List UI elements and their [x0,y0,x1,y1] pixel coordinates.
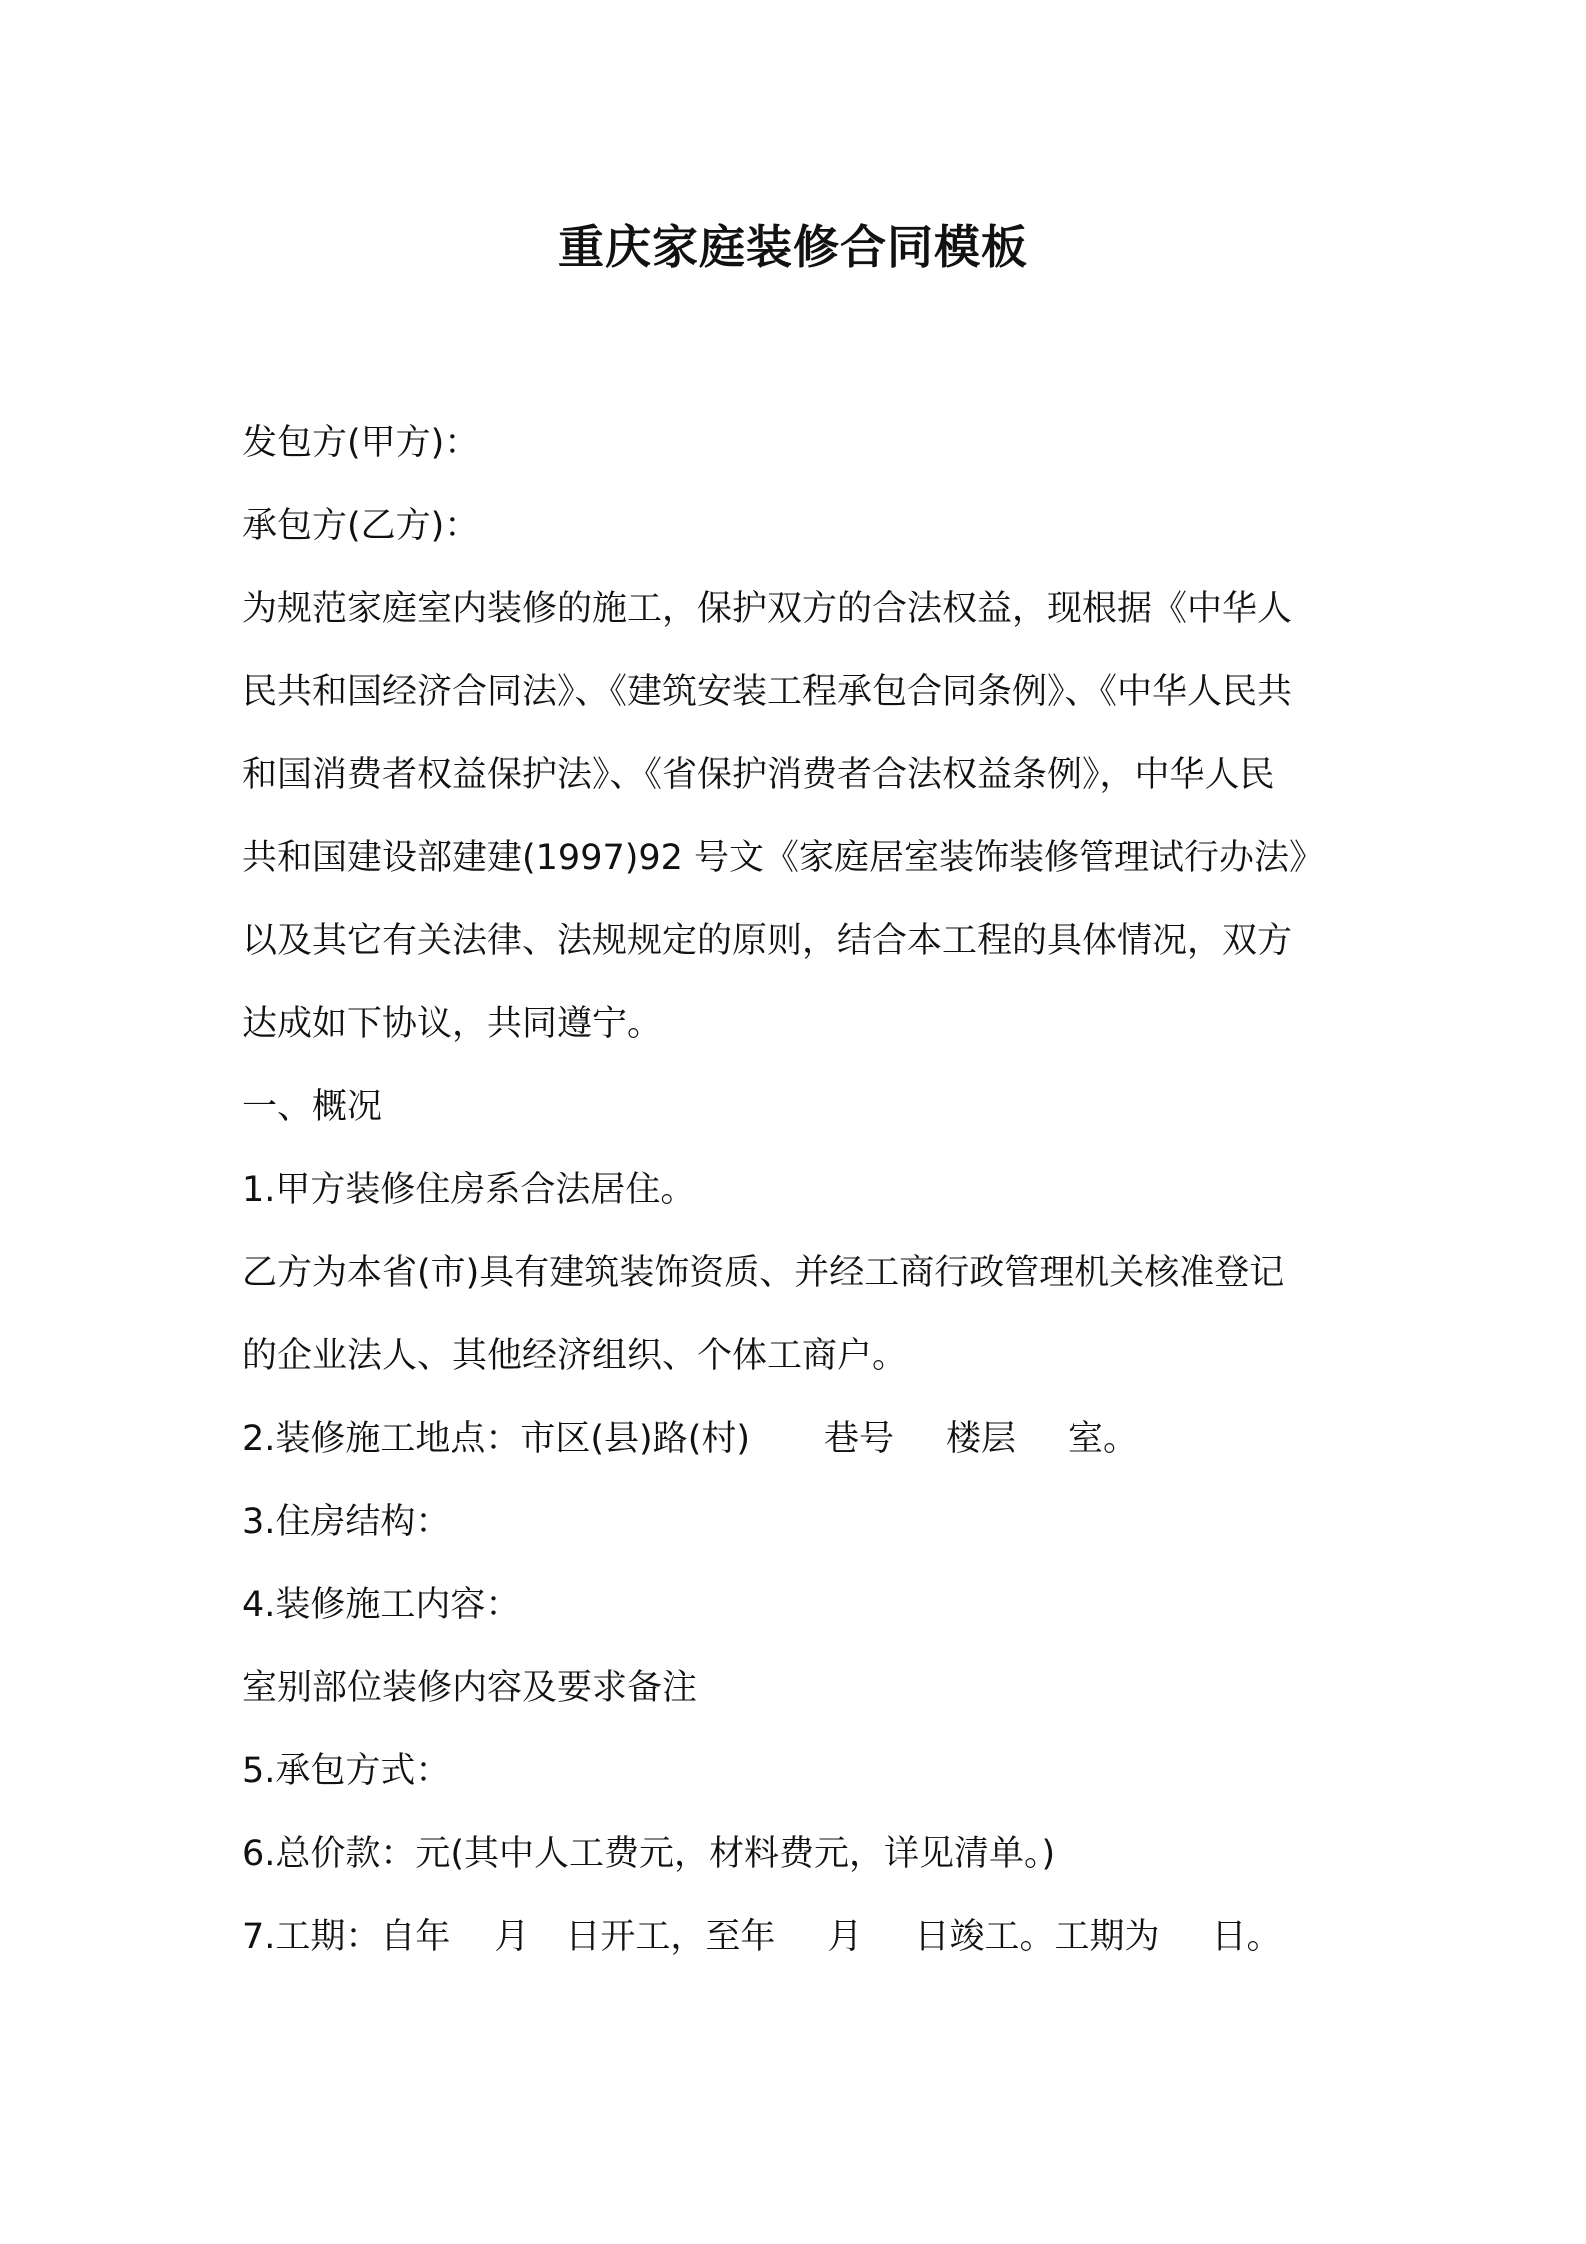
schedule-part: 月 [494,1917,530,1957]
clause-line: 5.承包方式： [242,1751,451,1791]
clause-line: 1.甲方装修住房系合法居住。 [242,1170,696,1210]
party-a-line: 发包方(甲方)： [242,423,480,463]
preamble-line: 共和国建设部建建(1997)92 号文《家庭居室装饰装修管理试行办法》 [242,838,1325,878]
address-line [242,1398,1362,1481]
preamble-line: 和国消费者权益保护法》、《省保护消费者合法权益条例》，中华人民 [242,755,1275,795]
document-body [242,402,1362,1979]
preamble-line: 民共和国经济合同法》、《建筑安装工程承包合同条例》、《中华人民共 [242,672,1293,712]
address-part: 巷号 [824,1419,895,1459]
schedule-part: 日。 [1211,1917,1282,1957]
preamble-line: 达成如下协议，共同遵宁。 [242,1004,663,1044]
schedule-line [242,1896,1362,1979]
preamble-line: 以及其它有关法律、法规规定的原则，结合本工程的具体情况，双方 [242,921,1293,961]
address-part: 室。 [1068,1419,1139,1459]
address-part: 2.装修施工地点：市区(县)路(村) [242,1419,751,1459]
clause-line: 6.总价款：元(其中人工费元，材料费元，详见清单。) [242,1834,1056,1874]
document-title: 重庆家庭装修合同模板 [558,220,1028,274]
clause-line: 4.装修施工内容： [242,1585,521,1625]
schedule-part: 日开工，至年 [565,1917,776,1957]
preamble-line: 为规范家庭室内装修的施工，保护双方的合法权益，现根据《中华人 [242,589,1293,629]
schedule-part: 日竣工。工期为 [914,1917,1160,1957]
clause-line: 的企业法人、其他经济组织、个体工商户。 [242,1336,908,1376]
party-b-line: 承包方(乙方)： [242,506,480,546]
schedule-part: 7.工期：自年 [242,1917,451,1957]
section-heading: 一、概况 [242,1087,383,1127]
clause-line: 乙方为本省(市)具有建筑装饰资质、并经工商行政管理机关核准登记 [242,1253,1285,1293]
clause-line: 3.住房结构： [242,1502,451,1542]
schedule-part: 月 [827,1917,863,1957]
address-part: 楼层 [946,1419,1017,1459]
clause-line: 室别部位装修内容及要求备注 [242,1668,698,1708]
